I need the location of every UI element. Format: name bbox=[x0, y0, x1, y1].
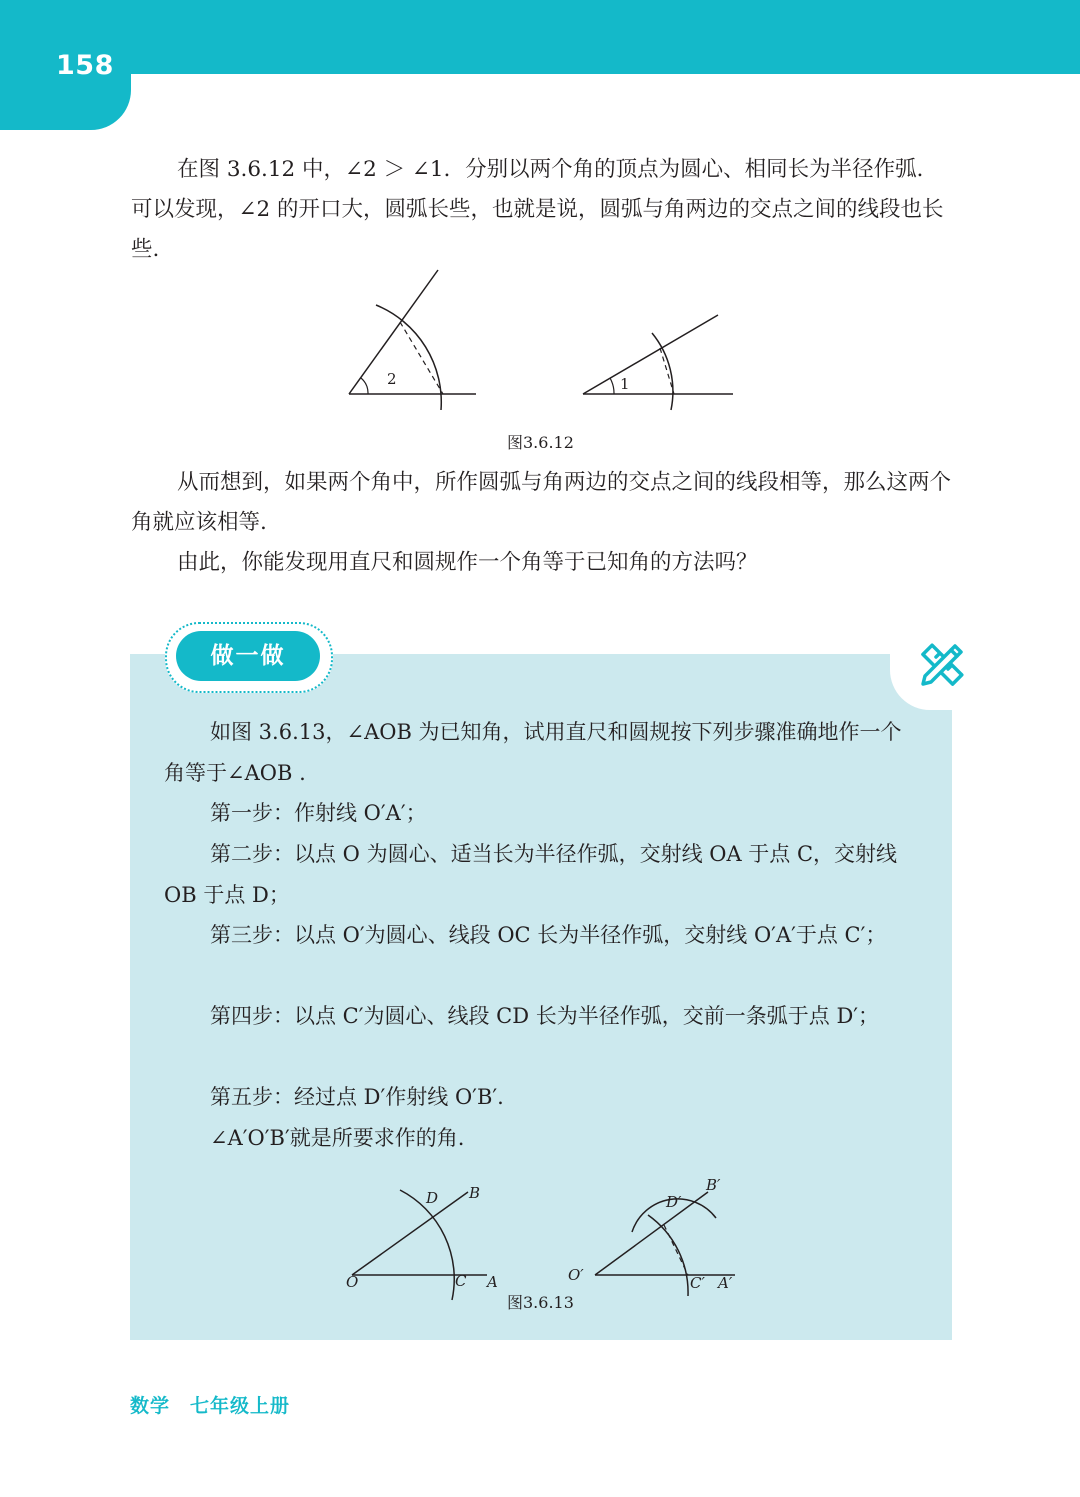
angle2-chord bbox=[400, 322, 443, 394]
paragraph-3: 由此，你能发现用直尺和圆规作一个角等于已知角的方法吗？ bbox=[177, 550, 758, 575]
paragraph-2: 从而想到，如果两个角中，所作圆弧与角两边的交点之间的线段相等，那么这两个角就应该相等. bbox=[131, 470, 952, 535]
label-O-prime: O′ bbox=[568, 1266, 584, 1284]
intro-paragraph: 在图 3.6.12 中，∠2 ＞ ∠1．分别以两个角的顶点为圆心、相同长为半径作弧．可以发现，∠2 的开口大，圆弧长些，也就是说，圆弧与角两边的交点之间的线段也长些. bbox=[131, 157, 944, 262]
step-1: 第一步：作射线 O′A′； bbox=[210, 801, 427, 825]
footer bbox=[130, 1391, 310, 1418]
label-B: B bbox=[469, 1184, 481, 1202]
step-5: 第五步：经过点 D′作射线 O′B′. bbox=[210, 1085, 504, 1109]
conclusion: ∠A′O′B′就是所要求作的角. bbox=[210, 1126, 465, 1150]
arc-O2 bbox=[648, 1215, 688, 1296]
figure1-caption: 图3.6.12 bbox=[507, 433, 574, 452]
label-D-prime: D′ bbox=[666, 1193, 682, 1211]
label-D: D bbox=[426, 1189, 439, 1207]
ray-OB bbox=[352, 1192, 468, 1275]
ray-O2B2 bbox=[595, 1192, 708, 1275]
footer-subject: 数学 bbox=[130, 1395, 171, 1417]
label-A-prime: A′ bbox=[718, 1274, 733, 1292]
footer-grade: 七年级上册 bbox=[190, 1395, 291, 1417]
figure-3-6-13 bbox=[340, 1175, 740, 1305]
label-B-prime: B′ bbox=[706, 1176, 721, 1194]
step-3: 第三步：以点 O′为圆心、线段 OC 长为半径作弧，交射线 O′A′于点 C′； bbox=[210, 923, 887, 947]
angle1-chord bbox=[660, 348, 674, 394]
label-A: A bbox=[487, 1273, 498, 1291]
pencil-ruler-icon bbox=[915, 638, 969, 692]
figure-3-6-12 bbox=[340, 265, 740, 415]
label-C: C bbox=[455, 1272, 467, 1290]
angle1-mark bbox=[610, 378, 614, 394]
angle2-label: 2 bbox=[387, 370, 397, 388]
angle1-arc bbox=[652, 333, 673, 410]
page-number: 158 bbox=[56, 50, 114, 81]
activity-title: 做一做 bbox=[210, 643, 286, 669]
label-O: O bbox=[346, 1273, 359, 1291]
angle1-upper-ray bbox=[583, 315, 718, 394]
angle1-label: 1 bbox=[620, 375, 630, 393]
activity-intro: 如图 3.6.13，∠AOB 为已知角，试用直尺和圆规按下列步骤准确地作一个角等于∠AOB . bbox=[164, 720, 902, 785]
label-C-prime: C′ bbox=[690, 1274, 705, 1292]
figure2-caption: 图3.6.13 bbox=[507, 1293, 574, 1312]
angle2-mark bbox=[361, 378, 368, 394]
header-bar bbox=[0, 0, 1080, 74]
step-2: 第二步：以点 O 为圆心、适当长为半径作弧，交射线 OA 于点 C，交射线 OB 于点 D； bbox=[164, 842, 898, 907]
step-4: 第四步：以点 C′为圆心、线段 CD 长为半径作弧，交前一条弧于点 D′； bbox=[210, 1004, 880, 1028]
